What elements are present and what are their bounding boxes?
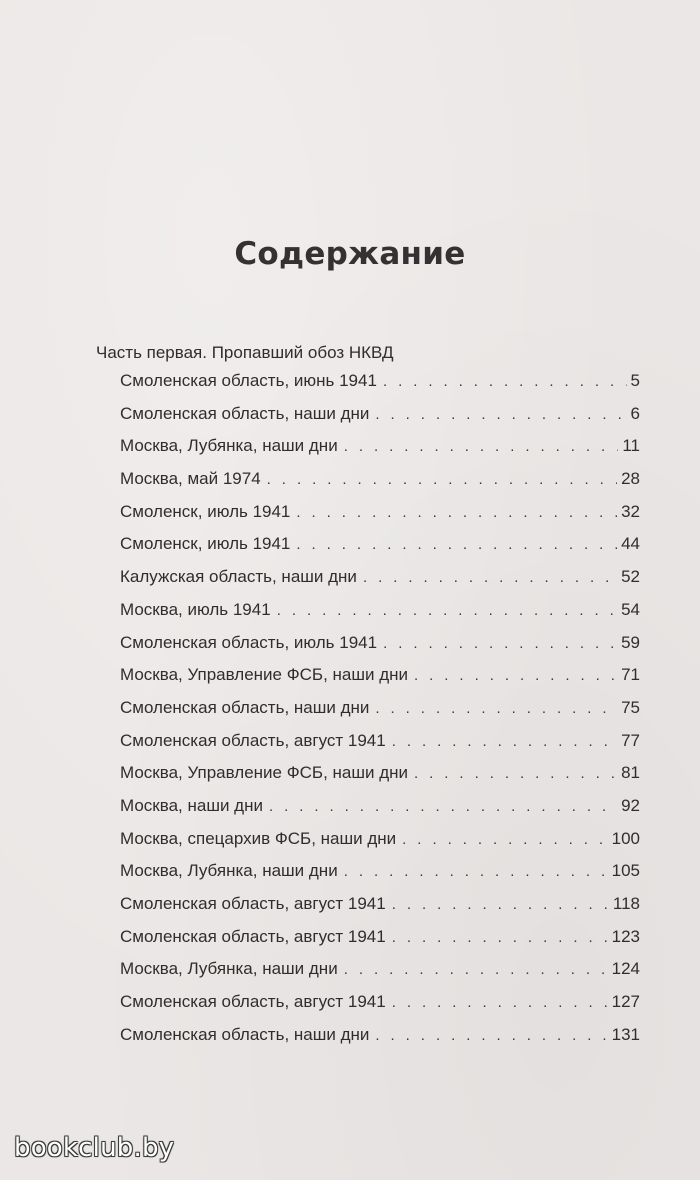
- toc-entry-title: Москва, спецархив ФСБ, наши дни: [120, 828, 397, 848]
- toc-entry-page-number: 71: [621, 665, 640, 685]
- dot-leader: [414, 765, 617, 782]
- toc-entry: [120, 665, 640, 698]
- dot-leader: [375, 700, 617, 717]
- dot-leader: [402, 831, 607, 848]
- toc-entry-title: Москва, наши дни: [120, 795, 263, 815]
- toc-entry: [120, 404, 640, 437]
- toc-entry-title: Москва, Лубянка, наши дни: [120, 436, 338, 456]
- toc-entry-page-number: 28: [621, 469, 640, 489]
- toc-entry-title: Смоленск, июль 1941: [120, 501, 291, 521]
- toc-entry-page-number: 52: [621, 567, 640, 587]
- toc-entry-title: Москва, Лубянка, наши дни: [120, 861, 338, 881]
- toc-entry: [120, 731, 640, 764]
- toc-entry-page-number: 127: [611, 992, 640, 1012]
- toc-entry-title: Смоленская область, наши дни: [120, 403, 370, 423]
- dot-leader: [267, 471, 617, 488]
- toc-entry-page-number: 54: [621, 599, 640, 619]
- toc-entry: [120, 796, 640, 829]
- toc-entry: [120, 1025, 640, 1058]
- dot-leader: [392, 994, 608, 1011]
- dot-leader: [269, 798, 617, 815]
- toc-entry: [120, 829, 640, 862]
- dot-leader: [277, 602, 617, 619]
- toc-entry: [120, 763, 640, 796]
- toc-entry: [120, 959, 640, 992]
- toc-entry-title: Смоленск, июль 1941: [120, 534, 291, 554]
- toc-entry: [120, 894, 640, 927]
- toc-entry-page-number: 123: [611, 926, 640, 946]
- toc-entry: [120, 698, 640, 731]
- dot-leader: [392, 896, 609, 913]
- toc-entry-title: Москва, Управление ФСБ, наши дни: [120, 665, 409, 685]
- toc-entry: [120, 567, 640, 600]
- toc-entry: [120, 927, 640, 960]
- dot-leader: [344, 863, 608, 880]
- toc-entry-page-number: 100: [611, 828, 640, 848]
- toc-entry-title: Смоленская область, август 1941: [120, 730, 386, 750]
- toc-entry-title: Смоленская область, июнь 1941: [120, 371, 377, 390]
- dot-leader: [296, 536, 617, 553]
- toc-entry: [120, 633, 640, 666]
- part-title: Часть первая. Пропавший обоз НКВД: [96, 343, 394, 362]
- toc-entry-page-number: 77: [621, 730, 640, 750]
- dot-leader: [375, 406, 626, 423]
- toc-entry-page-number: 5: [630, 371, 640, 390]
- toc-entry-page-number: 118: [612, 894, 640, 913]
- toc-entry-page-number: 6: [630, 403, 640, 423]
- toc-entry-page-number: 32: [621, 501, 640, 521]
- toc-entry-page-number: 59: [621, 632, 640, 652]
- toc-entry-title: Смоленская область, август 1941: [120, 992, 386, 1012]
- dot-leader: [344, 961, 608, 978]
- dot-leader: [392, 929, 608, 946]
- dot-leader: [344, 438, 619, 455]
- toc-entry-title: Смоленская область, август 1941: [120, 926, 386, 946]
- toc-entry-page-number: 105: [611, 861, 640, 881]
- dot-leader: [363, 569, 617, 586]
- toc-entry-title: Москва, Лубянка, наши дни: [120, 959, 338, 979]
- toc-entry-title: Москва, Управление ФСБ, наши дни: [120, 763, 409, 783]
- toc-entry-title: Смоленская область, август 1941: [120, 894, 386, 913]
- toc-entry-title: Смоленская область, июль 1941: [120, 632, 378, 652]
- dot-leader: [375, 1027, 607, 1044]
- toc-entry: [120, 371, 640, 404]
- watermark-logo: bookclub.by: [14, 1133, 175, 1163]
- toc-entry-title: Смоленская область, наши дни: [120, 697, 370, 717]
- toc-entry: [120, 436, 640, 469]
- dot-leader: [383, 635, 617, 652]
- toc-entry: [120, 534, 640, 567]
- toc-entry-page-number: 44: [621, 534, 640, 554]
- toc-entry-page-number: 81: [621, 763, 640, 783]
- toc-entry: [120, 992, 640, 1025]
- dot-leader: [414, 667, 617, 684]
- toc-entry-title: Москва, май 1974: [120, 469, 261, 489]
- toc-entry-title: Смоленская область, наши дни: [120, 1024, 370, 1044]
- dot-leader: [383, 373, 627, 390]
- toc-entry-page-number: 92: [621, 795, 640, 815]
- toc-entry: [120, 600, 640, 633]
- dot-leader: [392, 733, 617, 750]
- toc-entry-page-number: 124: [611, 959, 640, 979]
- toc-entry-page-number: 75: [621, 697, 640, 717]
- toc-entry-page-number: 131: [611, 1024, 640, 1044]
- page-title: Содержание: [234, 236, 466, 272]
- toc-entry: [120, 502, 640, 535]
- toc-entry-title: Москва, июль 1941: [120, 599, 271, 619]
- table-of-contents: [120, 371, 640, 1057]
- dot-leader: [296, 504, 617, 521]
- toc-entry: [120, 861, 640, 894]
- toc-entry-page-number: 11: [622, 436, 640, 456]
- toc-entry-title: Калужская область, наши дни: [120, 567, 357, 587]
- toc-entry: [120, 469, 640, 502]
